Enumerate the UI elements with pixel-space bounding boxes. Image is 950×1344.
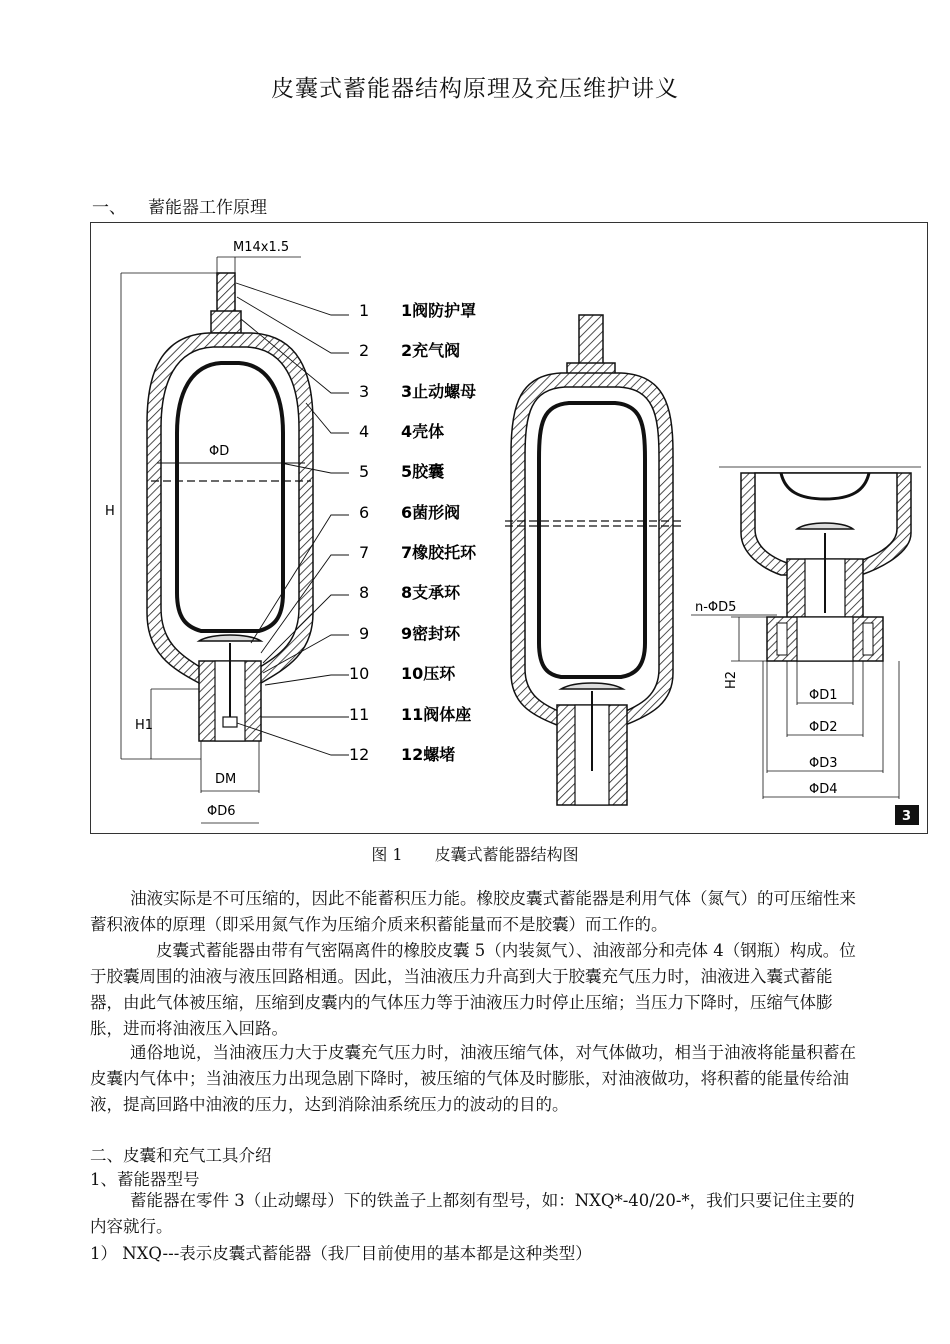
part-number-3: 3 [359, 382, 370, 401]
accumulator-structure-figure [90, 222, 928, 834]
part-number-11: 11 [349, 705, 370, 724]
part-number-8: 8 [359, 583, 370, 602]
label-diameter-d: ΦD [209, 444, 230, 459]
label-thread: M14x1.5 [233, 240, 290, 255]
part-12: 12螺堵 [401, 745, 456, 764]
part-2: 2充气阀 [401, 341, 461, 360]
document-title: 皮囊式蓄能器结构原理及充压维护讲义 [271, 76, 679, 102]
list-item-1: 1） NXQ---表示皮囊式蓄能器（我厂目前使用的基本都是这种类型） [90, 1244, 592, 1263]
paragraph-4: 蓄能器在零件 3（止动螺母）下的铁盖子上都刻有型号，如：NXQ*-40/20-*，我们只要记住主要的内容就行。 [90, 1191, 855, 1236]
part-number-7: 7 [359, 543, 370, 562]
part-1: 1阀防护罩 [401, 301, 477, 320]
label-d3: ΦD3 [809, 756, 838, 771]
parts-list [349, 301, 477, 764]
part-number-10: 10 [349, 664, 370, 683]
section-2-heading: 二、皮囊和充气工具介绍 [90, 1146, 272, 1165]
label-h1: H1 [135, 718, 154, 733]
part-number-2: 2 [359, 341, 370, 360]
label-d6: ΦD6 [207, 804, 236, 819]
figure-corner-badge-text: 3 [902, 809, 912, 824]
paragraph-2: 皮囊式蓄能器由带有气密隔离件的橡胶皮囊 5（内装氮气）、油液部分和壳体 4（钢瓶）构成。位于胶囊周围的油液与液压回路相通。因此，当油液压力升高到大于胶囊充气压力时，油液进入囊式蓄能器，由此气体被压缩，压缩到皮囊内的气体压力等于油液压力时停止压缩；当压力下降时，压缩气体膨胀，进而将油液压入回路。 [90, 941, 856, 1038]
label-height-h: H [105, 504, 115, 519]
label-d4: ΦD4 [809, 782, 838, 797]
section-1-heading [92, 193, 267, 218]
part-7: 7橡胶托环 [401, 543, 477, 562]
section-1-number: 一、 [92, 198, 126, 218]
part-11: 11阀体座 [401, 705, 472, 724]
subsection-1-heading: 1、蓄能器型号 [90, 1170, 200, 1189]
caption-label: 图 1 [371, 845, 403, 864]
part-number-1: 1 [359, 301, 370, 320]
part-number-4: 4 [359, 422, 370, 441]
label-n-d5: n-ΦD5 [695, 600, 737, 615]
middle-accumulator [505, 315, 681, 805]
figure-caption [0, 842, 950, 865]
label-dm: DM [215, 772, 237, 787]
part-9: 9密封环 [401, 624, 461, 643]
right-detail-view [691, 467, 921, 799]
part-10: 10压环 [401, 664, 456, 683]
left-accumulator [121, 257, 313, 823]
part-number-9: 9 [359, 624, 370, 643]
paragraph-3: 通俗地说，当油液压力大于皮囊充气压力时，油液压缩气体，对气体做功，相当于油液将能量积蓄在皮囊内气体中；当油液压力出现急剧下降时，被压缩的气体及时膨胀，对油液做功，将积蓄的能量传给油液，提高回路中油液的压力，达到消除油系统压力的波动的目的。 [90, 1043, 856, 1114]
part-8: 8支承环 [401, 583, 461, 602]
paragraph-1: 油液实际是不可压缩的，因此不能蓄积压力能。橡胶皮囊式蓄能器是利用气体（氮气）的可压缩性来蓄积液体的原理（即采用氮气作为压缩介质来积蓄能量而不是胶囊）而工作的。 [90, 889, 856, 934]
caption-text: 皮囊式蓄能器结构图 [434, 845, 579, 864]
part-number-6: 6 [359, 503, 370, 522]
label-h2: H2 [724, 670, 739, 689]
section-1-title: 蓄能器工作原理 [148, 198, 267, 218]
part-3: 3止动螺母 [401, 382, 477, 401]
label-d2: ΦD2 [809, 720, 838, 735]
part-6: 6菌形阀 [401, 503, 461, 522]
part-number-5: 5 [359, 462, 370, 481]
accumulator-diagram [91, 223, 927, 833]
part-number-12: 12 [349, 745, 370, 764]
part-5: 5胶囊 [401, 462, 445, 481]
part-4: 4壳体 [401, 422, 445, 441]
label-d1: ΦD1 [809, 688, 838, 703]
